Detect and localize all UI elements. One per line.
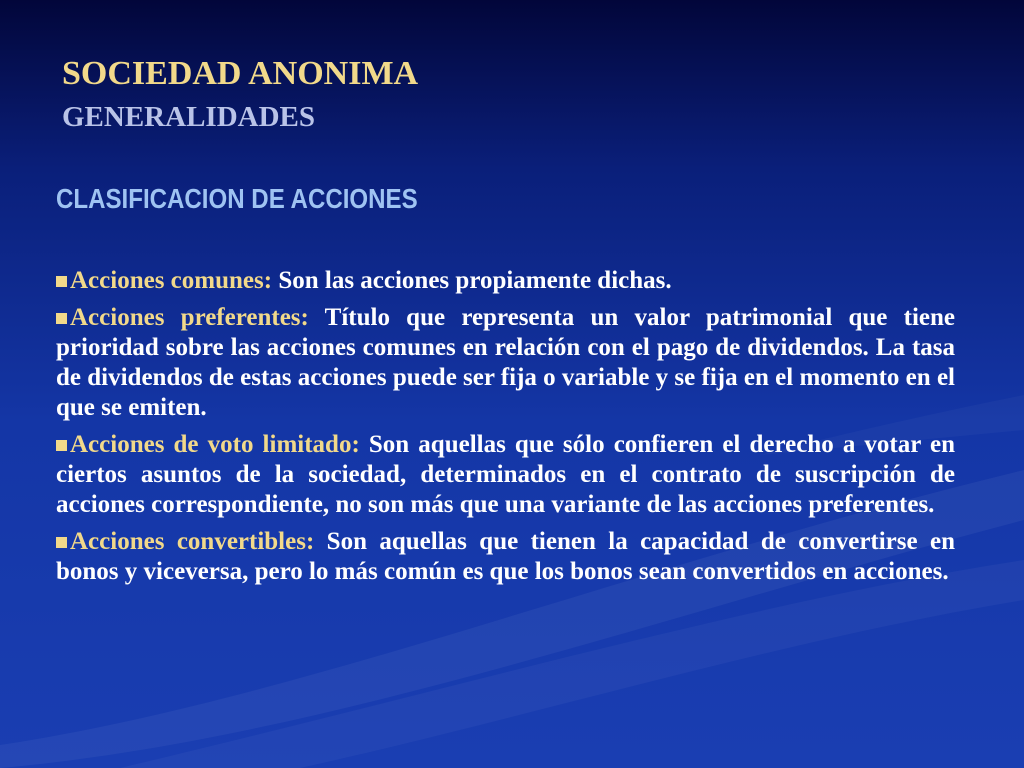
- item-term: Acciones preferentes:: [70, 304, 309, 331]
- slide-subtitle: GENERALIDADES: [62, 101, 315, 133]
- list-item: [56, 303, 955, 423]
- square-bullet-icon: [56, 313, 67, 324]
- item-term: Acciones comunes:: [70, 267, 273, 294]
- list-item: [56, 266, 955, 296]
- item-term: Acciones de voto limitado:: [70, 431, 360, 458]
- item-term: Acciones convertibles:: [70, 528, 315, 555]
- square-bullet-icon: [56, 537, 67, 548]
- item-text: Son aquellas que sólo confieren el derecho a votar en ciertos asuntos de la sociedad, determinados en el contrato de suscripción de acciones correspondiente, no son más que una variante de las acciones preferentes.: [56, 431, 955, 518]
- section-heading: CLASIFICACION DE ACCIONES: [56, 183, 418, 214]
- item-text: Son las acciones propiamente dichas.: [272, 267, 672, 294]
- square-bullet-icon: [56, 440, 67, 451]
- square-bullet-icon: [56, 276, 67, 287]
- item-text: Título que representa un valor patrimonial que tiene prioridad sobre las acciones comunes en relación con el pago de dividendos. La tasa de dividendos de estas acciones puede ser fija o variable y se fija en el momento en el que se emiten.: [56, 304, 956, 421]
- list-item: [56, 527, 955, 587]
- slide-title: SOCIEDAD ANONIMA: [62, 55, 419, 92]
- body-text: [56, 266, 955, 594]
- list-item: [56, 430, 955, 520]
- item-text: Son aquellas que tienen la capacidad de convertirse en bonos y viceversa, pero lo más común es que los bonos sean convertidos en acciones.: [56, 528, 955, 585]
